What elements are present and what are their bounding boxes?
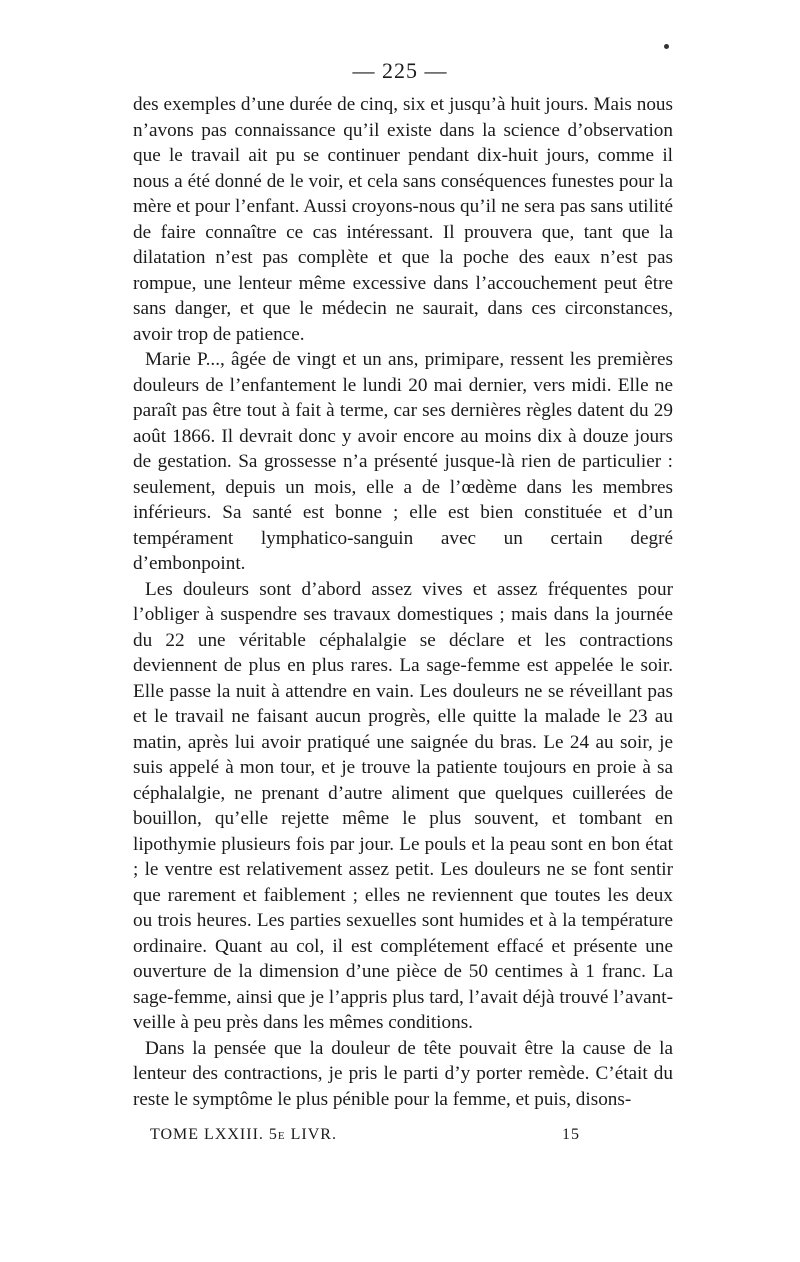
volume-label: TOME LXXIII. 5e LIVR. [150, 1126, 337, 1143]
signature-mark: 15 [562, 1126, 580, 1143]
paragraph-case-marie: Marie P..., âgée de vingt et un ans, primipare, ressent les premières douleurs de l’enfantement le lundi 20 mai dernier, vers midi. Elle ne paraît pas être tout à fait à terme, car ses dernières règles datent du 29 août 1866. Il devrait donc y avoir encore au moins dix à douze jours de gestation. Sa grossesse n’a présenté jusque-là rien de particulier : seulement, depuis un mois, elle a de l’œdème dans les membres inférieurs. Sa santé est bonne ; elle est bien constituée et d’un tempérament lymphatico-sanguin avec un certain degré d’embonpoint. [133, 349, 673, 574]
paragraph-symptoms: Les douleurs sont d’abord assez vives et assez fréquentes pour l’obliger à suspendre ses travaux domestiques ; mais dans la journée du 22 une véritable céphalalgie se déclare et les contractions deviennent de plus en plus rares. La sage-femme est appelée le soir. Elle passe la nuit à attendre en vain. Les douleurs ne se réveillant pas et le travail ne faisant aucun progrès, elle quitte la malade le 23 au matin, après lui avoir pratiqué une saignée du bras. Le 24 au soir, je suis appelé à mon tour, et je trouve la patiente toujours en proie à sa céphalalgie, ne prenant d’autre aliment que quelques cuillerées de bouillon, qu’elle rejette même le plus souvent, et tombant en lipothymie plusieurs fois par jour. Le pouls et la peau sont en bon état ; le ventre est relativement assez petit. Les douleurs ne se font sentir que rarement et faiblement ; elles ne reviennent que toutes les deux ou trois heures. Les parties sexuelles sont humides et à la température ordinaire. Quant au col, il est complétement effacé et présente une ouverture de la dimension d’une pièce de 50 centimes à 1 franc. La sage-femme, ainsi que je l’appris plus tard, l’avait déjà trouvé l’avant-veille à peu près dans les mêmes conditions. [133, 578, 673, 1033]
ink-speck [664, 44, 669, 49]
paragraph-intro: des exemples d’une durée de cinq, six et jusqu’à huit jours. Mais nous n’avons pas connaissance qu’il existe dans la science d’observation que le travail ait pu se continuer pendant dix-huit jours, comme il nous a été donné de le voir, et cela sans conséquences funestes pour la mère et pour l’enfant. Aussi croyons-nous qu’il ne sera pas sans utilité de faire connaître ce cas intéressant. Il prouvera que, tant que la dilatation n’est pas complète et que la poche des eaux n’est pas rompue, une lenteur même excessive dans l’accouchement peut être sans danger, et que le médecin ne saurait, dans ces circonstances, avoir trop de patience. [133, 94, 673, 345]
body-text [133, 92, 673, 1112]
page-number: — 225 — [352, 58, 448, 83]
paragraph-treatment: Dans la pensée que la douleur de tête pouvait être la cause de la lenteur des contractions, je pris le parti d’y porter remède. C’était du reste le symptôme le plus pénible pour la femme, et puis, disons- [133, 1037, 673, 1110]
